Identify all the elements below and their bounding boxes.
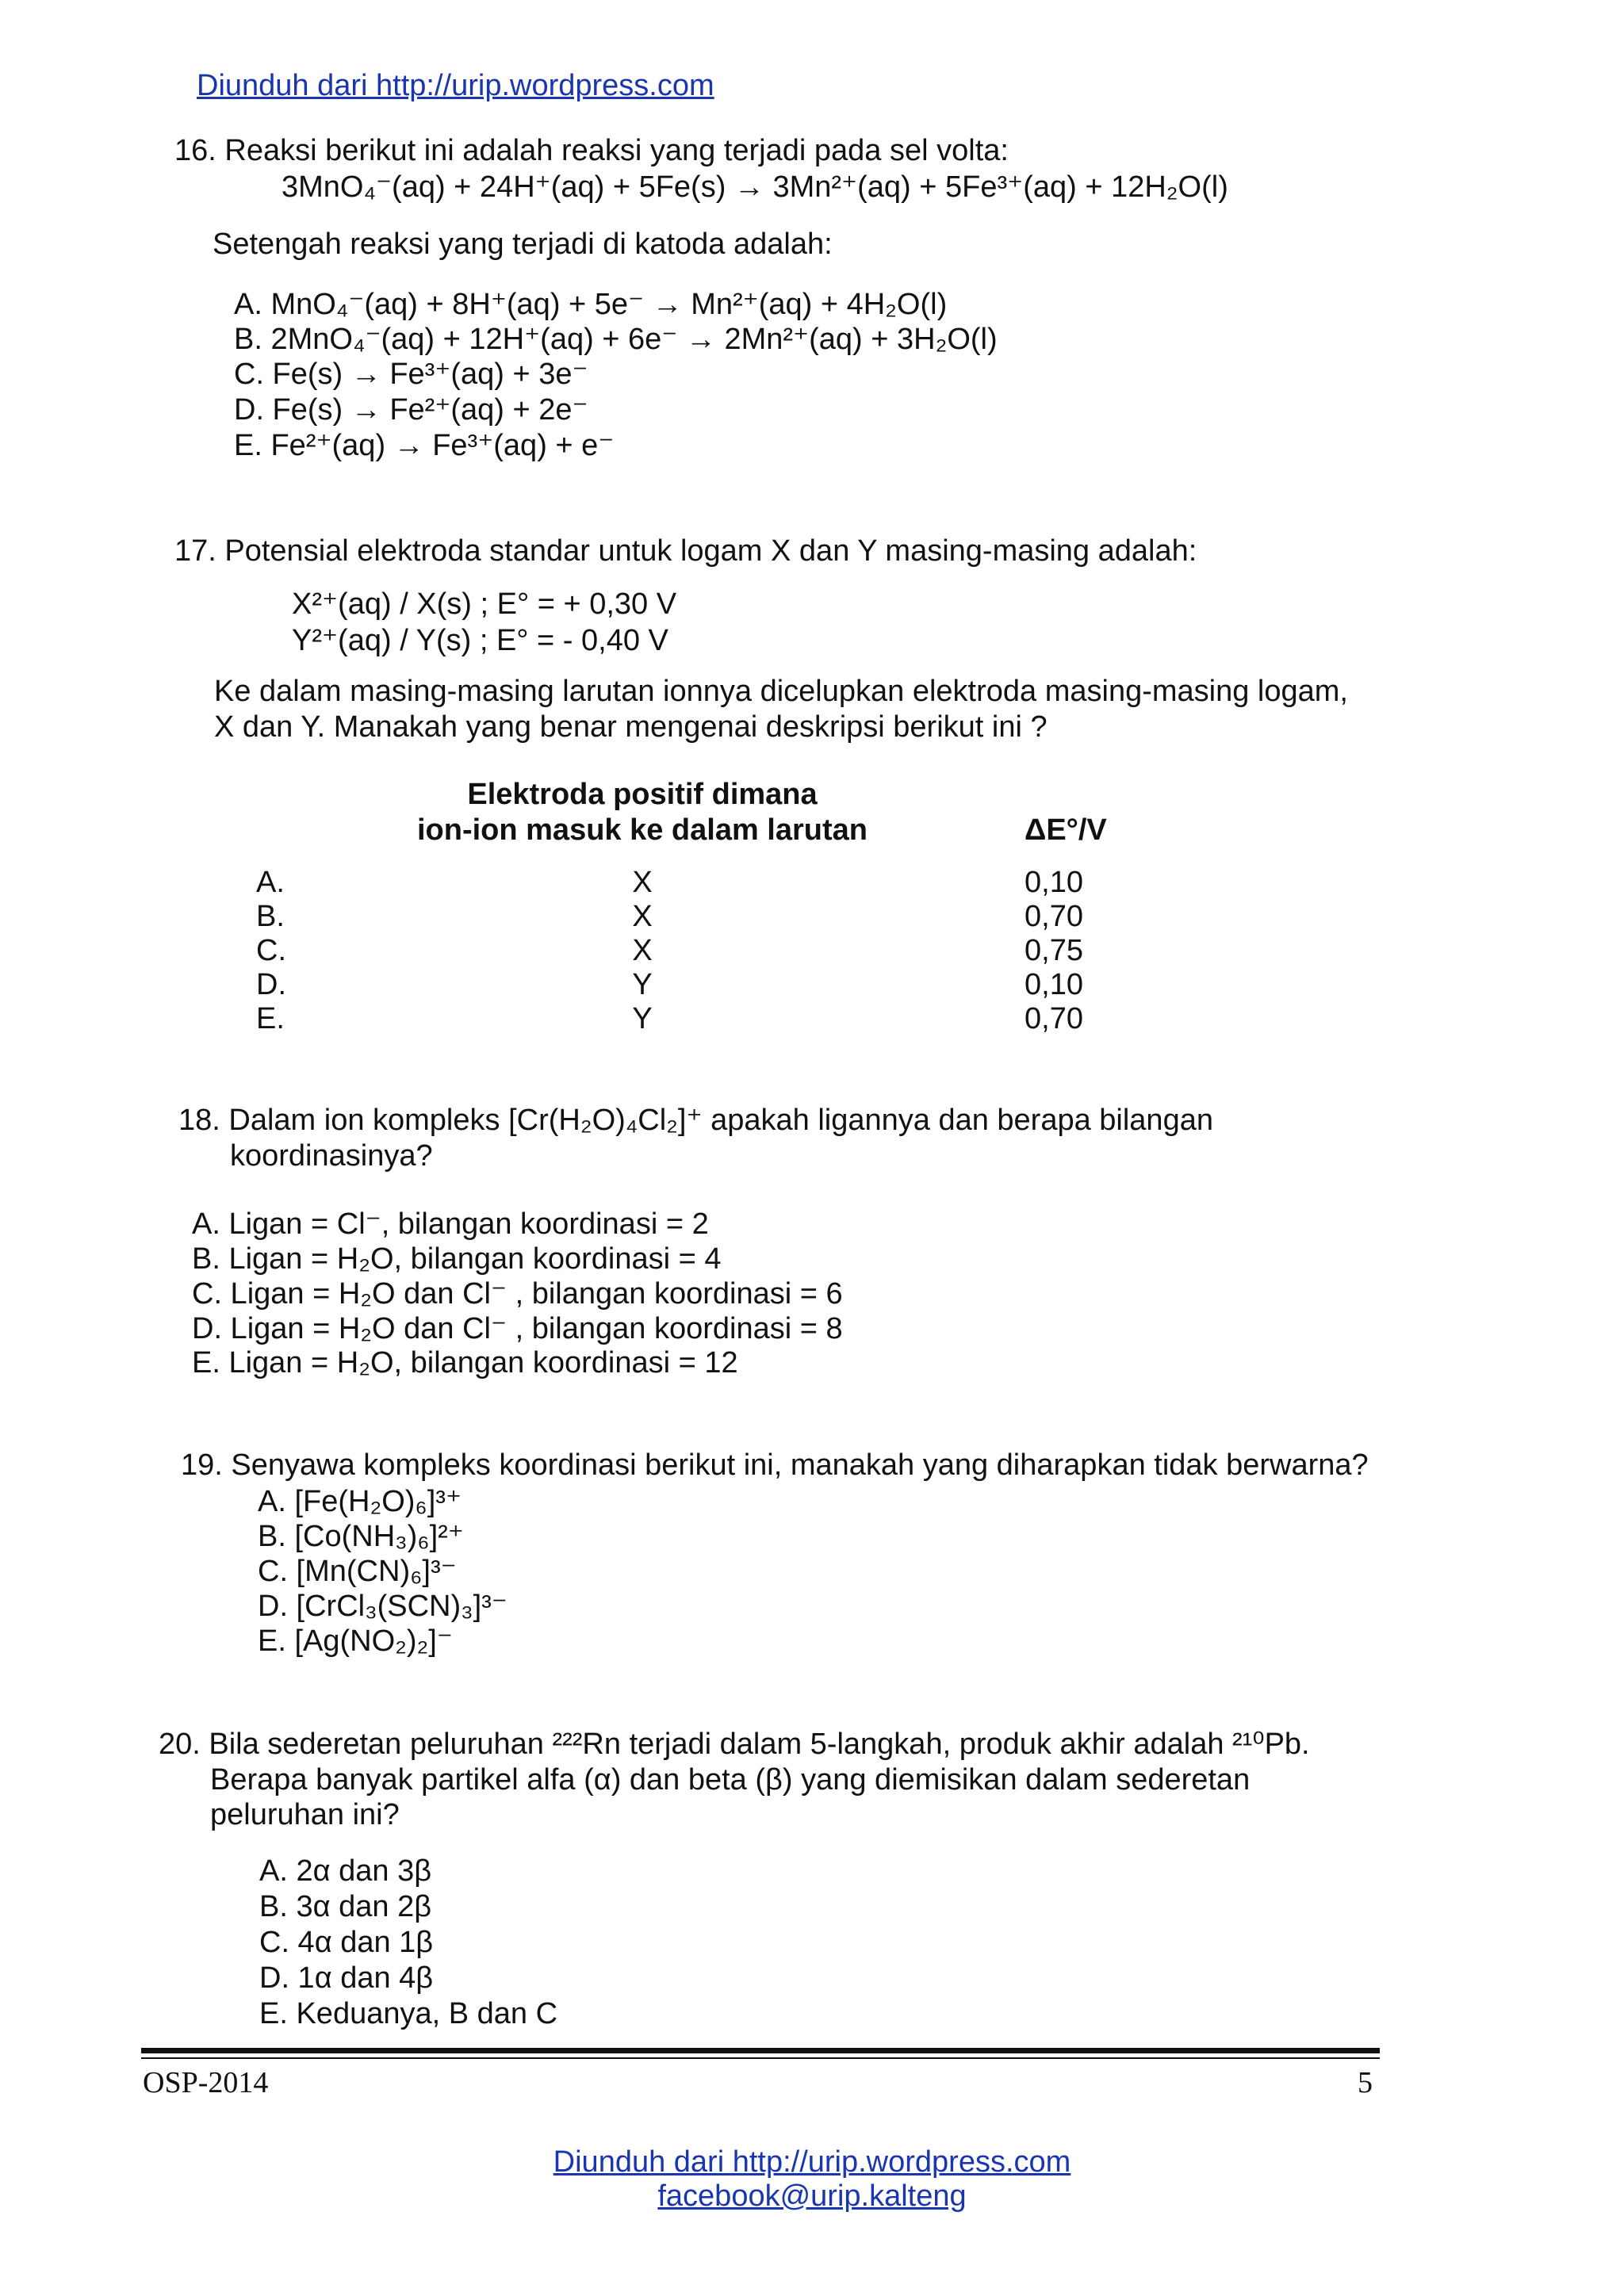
- q18-option-b[interactable]: B. Ligan = H₂O, bilangan koordinasi = 4: [192, 1242, 722, 1276]
- q18-stem-line1: 18. Dalam ion kompleks [Cr(H₂O)₄Cl₂]⁺ apakah ligannya dan berapa bilangan: [178, 1104, 1213, 1137]
- q17-row-label: E.: [256, 1002, 285, 1035]
- q20-option-a[interactable]: A. 2α dan 3β: [259, 1854, 432, 1888]
- q20-stem-line1: 20. Bila sederetan peluruhan ²²²Rn terjadi dalam 5-langkah, produk akhir adalah ²¹⁰Pb.: [159, 1728, 1310, 1761]
- q20-option-e[interactable]: E. Keduanya, B dan C: [259, 1997, 558, 2030]
- q16-option-d[interactable]: D. Fe(s) → Fe²⁺(aq) + 2e⁻: [234, 393, 588, 427]
- q19-option-e[interactable]: E. [Ag(NO₂)₂]⁻: [258, 1624, 453, 1658]
- page-number: 5: [1358, 2066, 1373, 2099]
- q16-option-b[interactable]: B. 2MnO₄⁻(aq) + 12H⁺(aq) + 6e⁻ → 2Mn²⁺(aq) + 3H₂O(l): [234, 323, 998, 356]
- header-link[interactable]: Diunduh dari http://urip.wordpress.com: [197, 69, 714, 102]
- footer-rule-thick: [141, 2048, 1380, 2053]
- q17-column-header-delta-e: ΔE°/V: [1025, 813, 1107, 847]
- q16-option-a[interactable]: A. MnO₄⁻(aq) + 8H⁺(aq) + 5e⁻ → Mn²⁺(aq) + 4H₂O(l): [234, 288, 948, 321]
- q18-option-a[interactable]: A. Ligan = Cl⁻, bilangan koordinasi = 2: [192, 1207, 709, 1241]
- footer-link-blog[interactable]: Diunduh dari http://urip.wordpress.com: [553, 2145, 1071, 2179]
- footer-code: OSP-2014: [143, 2066, 269, 2099]
- footer-link-facebook[interactable]: facebook@urip.kalteng: [657, 2179, 967, 2213]
- q17-column-header-electrode-line2: ion-ion masuk ke dalam larutan: [416, 813, 868, 847]
- q17-stem: 17. Potensial elektroda standar untuk logam X dan Y masing-masing adalah:: [174, 534, 1197, 568]
- q19-option-d[interactable]: D. [CrCl₃(SCN)₃]³⁻: [258, 1590, 508, 1623]
- q17-row-label: C.: [256, 934, 286, 967]
- footer-rule-thin: [141, 2057, 1380, 2059]
- q17-potential-x: X²⁺(aq) / X(s) ; E° = + 0,30 V: [292, 587, 677, 621]
- q17-row-label: B.: [256, 900, 285, 933]
- q20-option-d[interactable]: D. 1α dan 4β: [259, 1961, 434, 1995]
- q17-row-electrode: X: [632, 934, 653, 967]
- q17-row-delta: 0,70: [1025, 900, 1083, 933]
- q17-row-electrode: Y: [632, 1002, 653, 1035]
- q19-option-a[interactable]: A. [Fe(H₂O)₆]³⁺: [258, 1485, 462, 1518]
- q16-option-e[interactable]: E. Fe²⁺(aq) → Fe³⁺(aq) + e⁻: [234, 429, 615, 462]
- q17-row-delta: 0,75: [1025, 934, 1083, 967]
- q17-potential-y: Y²⁺(aq) / Y(s) ; E° = - 0,40 V: [292, 624, 668, 657]
- q17-row-label: D.: [256, 968, 286, 1001]
- q17-row-delta: 0,70: [1025, 1002, 1083, 1035]
- q18-option-d[interactable]: D. Ligan = H₂O dan Cl⁻ , bilangan koordinasi = 8: [192, 1312, 843, 1345]
- q16-reaction: 3MnO₄⁻(aq) + 24H⁺(aq) + 5Fe(s) → 3Mn²⁺(aq) + 5Fe³⁺(aq) + 12H₂O(l): [282, 170, 1228, 204]
- q16-prompt: Setengah reaksi yang terjadi di katoda adalah:: [213, 228, 833, 261]
- q20-stem-line3: peluruhan ini?: [210, 1798, 400, 1831]
- q19-stem: 19. Senyawa kompleks koordinasi berikut ini, manakah yang diharapkan tidak berwarna?: [181, 1448, 1369, 1482]
- q17-row-delta: 0,10: [1025, 866, 1083, 899]
- q17-column-header-electrode-line1: Elektroda positif dimana: [467, 778, 818, 811]
- q18-stem-line2: koordinasinya?: [230, 1139, 433, 1173]
- q19-option-c[interactable]: C. [Mn(CN)₆]³⁻: [258, 1555, 457, 1588]
- q19-option-b[interactable]: B. [Co(NH₃)₆]²⁺: [258, 1520, 464, 1553]
- q17-row-delta: 0,10: [1025, 968, 1083, 1001]
- q20-option-c[interactable]: C. 4α dan 1β: [259, 1926, 434, 1959]
- q16-option-c[interactable]: C. Fe(s) → Fe³⁺(aq) + 3e⁻: [234, 358, 588, 391]
- q17-paragraph-line2: X dan Y. Manakah yang benar mengenai deskripsi berikut ini ?: [214, 710, 1048, 744]
- q16-stem: 16. Reaksi berikut ini adalah reaksi yang terjadi pada sel volta:: [174, 134, 1009, 167]
- q17-paragraph-line1: Ke dalam masing-masing larutan ionnya dicelupkan elektroda masing-masing logam,: [214, 675, 1348, 708]
- q17-row-electrode: X: [632, 866, 653, 899]
- q20-stem-line2: Berapa banyak partikel alfa (α) dan beta (β) yang diemisikan dalam sederetan: [210, 1763, 1251, 1797]
- q18-option-e[interactable]: E. Ligan = H₂O, bilangan koordinasi = 12: [192, 1346, 738, 1380]
- q20-option-b[interactable]: B. 3α dan 2β: [259, 1890, 432, 1923]
- q17-row-label: A.: [256, 866, 285, 899]
- q17-row-electrode: X: [632, 900, 653, 933]
- q17-row-electrode: Y: [632, 968, 653, 1001]
- q18-option-c[interactable]: C. Ligan = H₂O dan Cl⁻ , bilangan koordinasi = 6: [192, 1277, 843, 1311]
